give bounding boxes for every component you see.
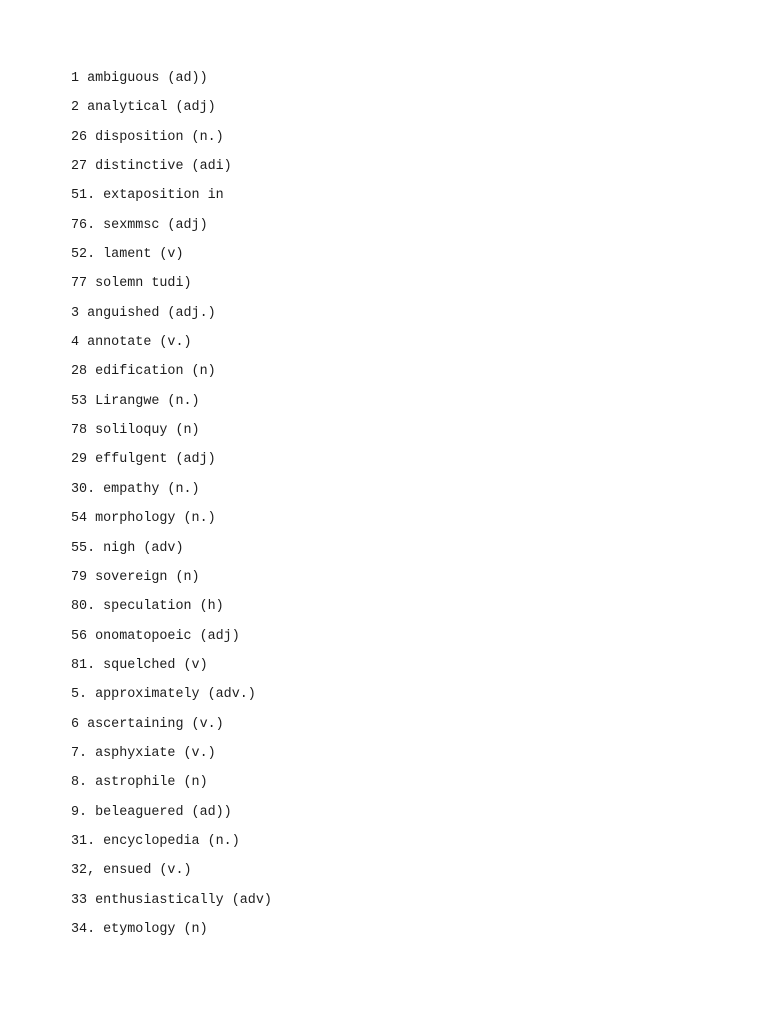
list-item: 26 disposition (n.): [71, 129, 224, 145]
list-item: 28 edification (n): [71, 364, 216, 380]
list-item: 6 ascertaining (v.): [71, 716, 224, 732]
list-item: 5. approximately (adv.): [71, 687, 256, 703]
list-item: 3 anguished (adj.): [71, 305, 216, 321]
list-item: 7. asphyxiate (v.): [71, 745, 216, 761]
list-item: 34. etymology (n): [71, 921, 208, 937]
list-item: 33 enthusiastically (adv): [71, 892, 272, 908]
list-item: 29 effulgent (adj): [71, 452, 216, 468]
list-item: 53 Lirangwe (n.): [71, 393, 200, 409]
list-item: 78 soliloquy (n): [71, 423, 200, 439]
list-item: 4 annotate (v.): [71, 335, 192, 351]
list-item: 8. astrophile (n): [71, 775, 208, 791]
list-item: 81. squelched (v): [71, 657, 208, 673]
list-item: 1 ambiguous (ad)): [71, 71, 208, 86]
list-item: 31. encyclopedia (n.): [71, 833, 240, 849]
list-item: 30. empathy (n.): [71, 481, 200, 497]
list-item: 55. nigh (adv): [71, 540, 184, 556]
list-item: 2 analytical (adj): [71, 100, 216, 116]
list-item: 9. beleaguered (ad)): [71, 804, 232, 820]
list-item: 77 solemn tudi): [71, 276, 192, 292]
list-item: 51. extaposition in: [71, 188, 224, 204]
list-item: 80. speculation (h): [71, 599, 224, 615]
list-item: 32, ensued (v.): [71, 863, 192, 879]
list-item: 79 sovereign (n): [71, 569, 200, 585]
list-item: 76. sexmmsc (adj): [71, 217, 208, 233]
list-item: 52. lament (v): [71, 247, 184, 263]
list-item: 56 onomatopoeic (adj): [71, 628, 240, 644]
list-item: 27 distinctive (adi): [71, 159, 232, 175]
vocabulary-list: [71, 70, 272, 950]
list-item: 54 morphology (n.): [71, 511, 216, 527]
